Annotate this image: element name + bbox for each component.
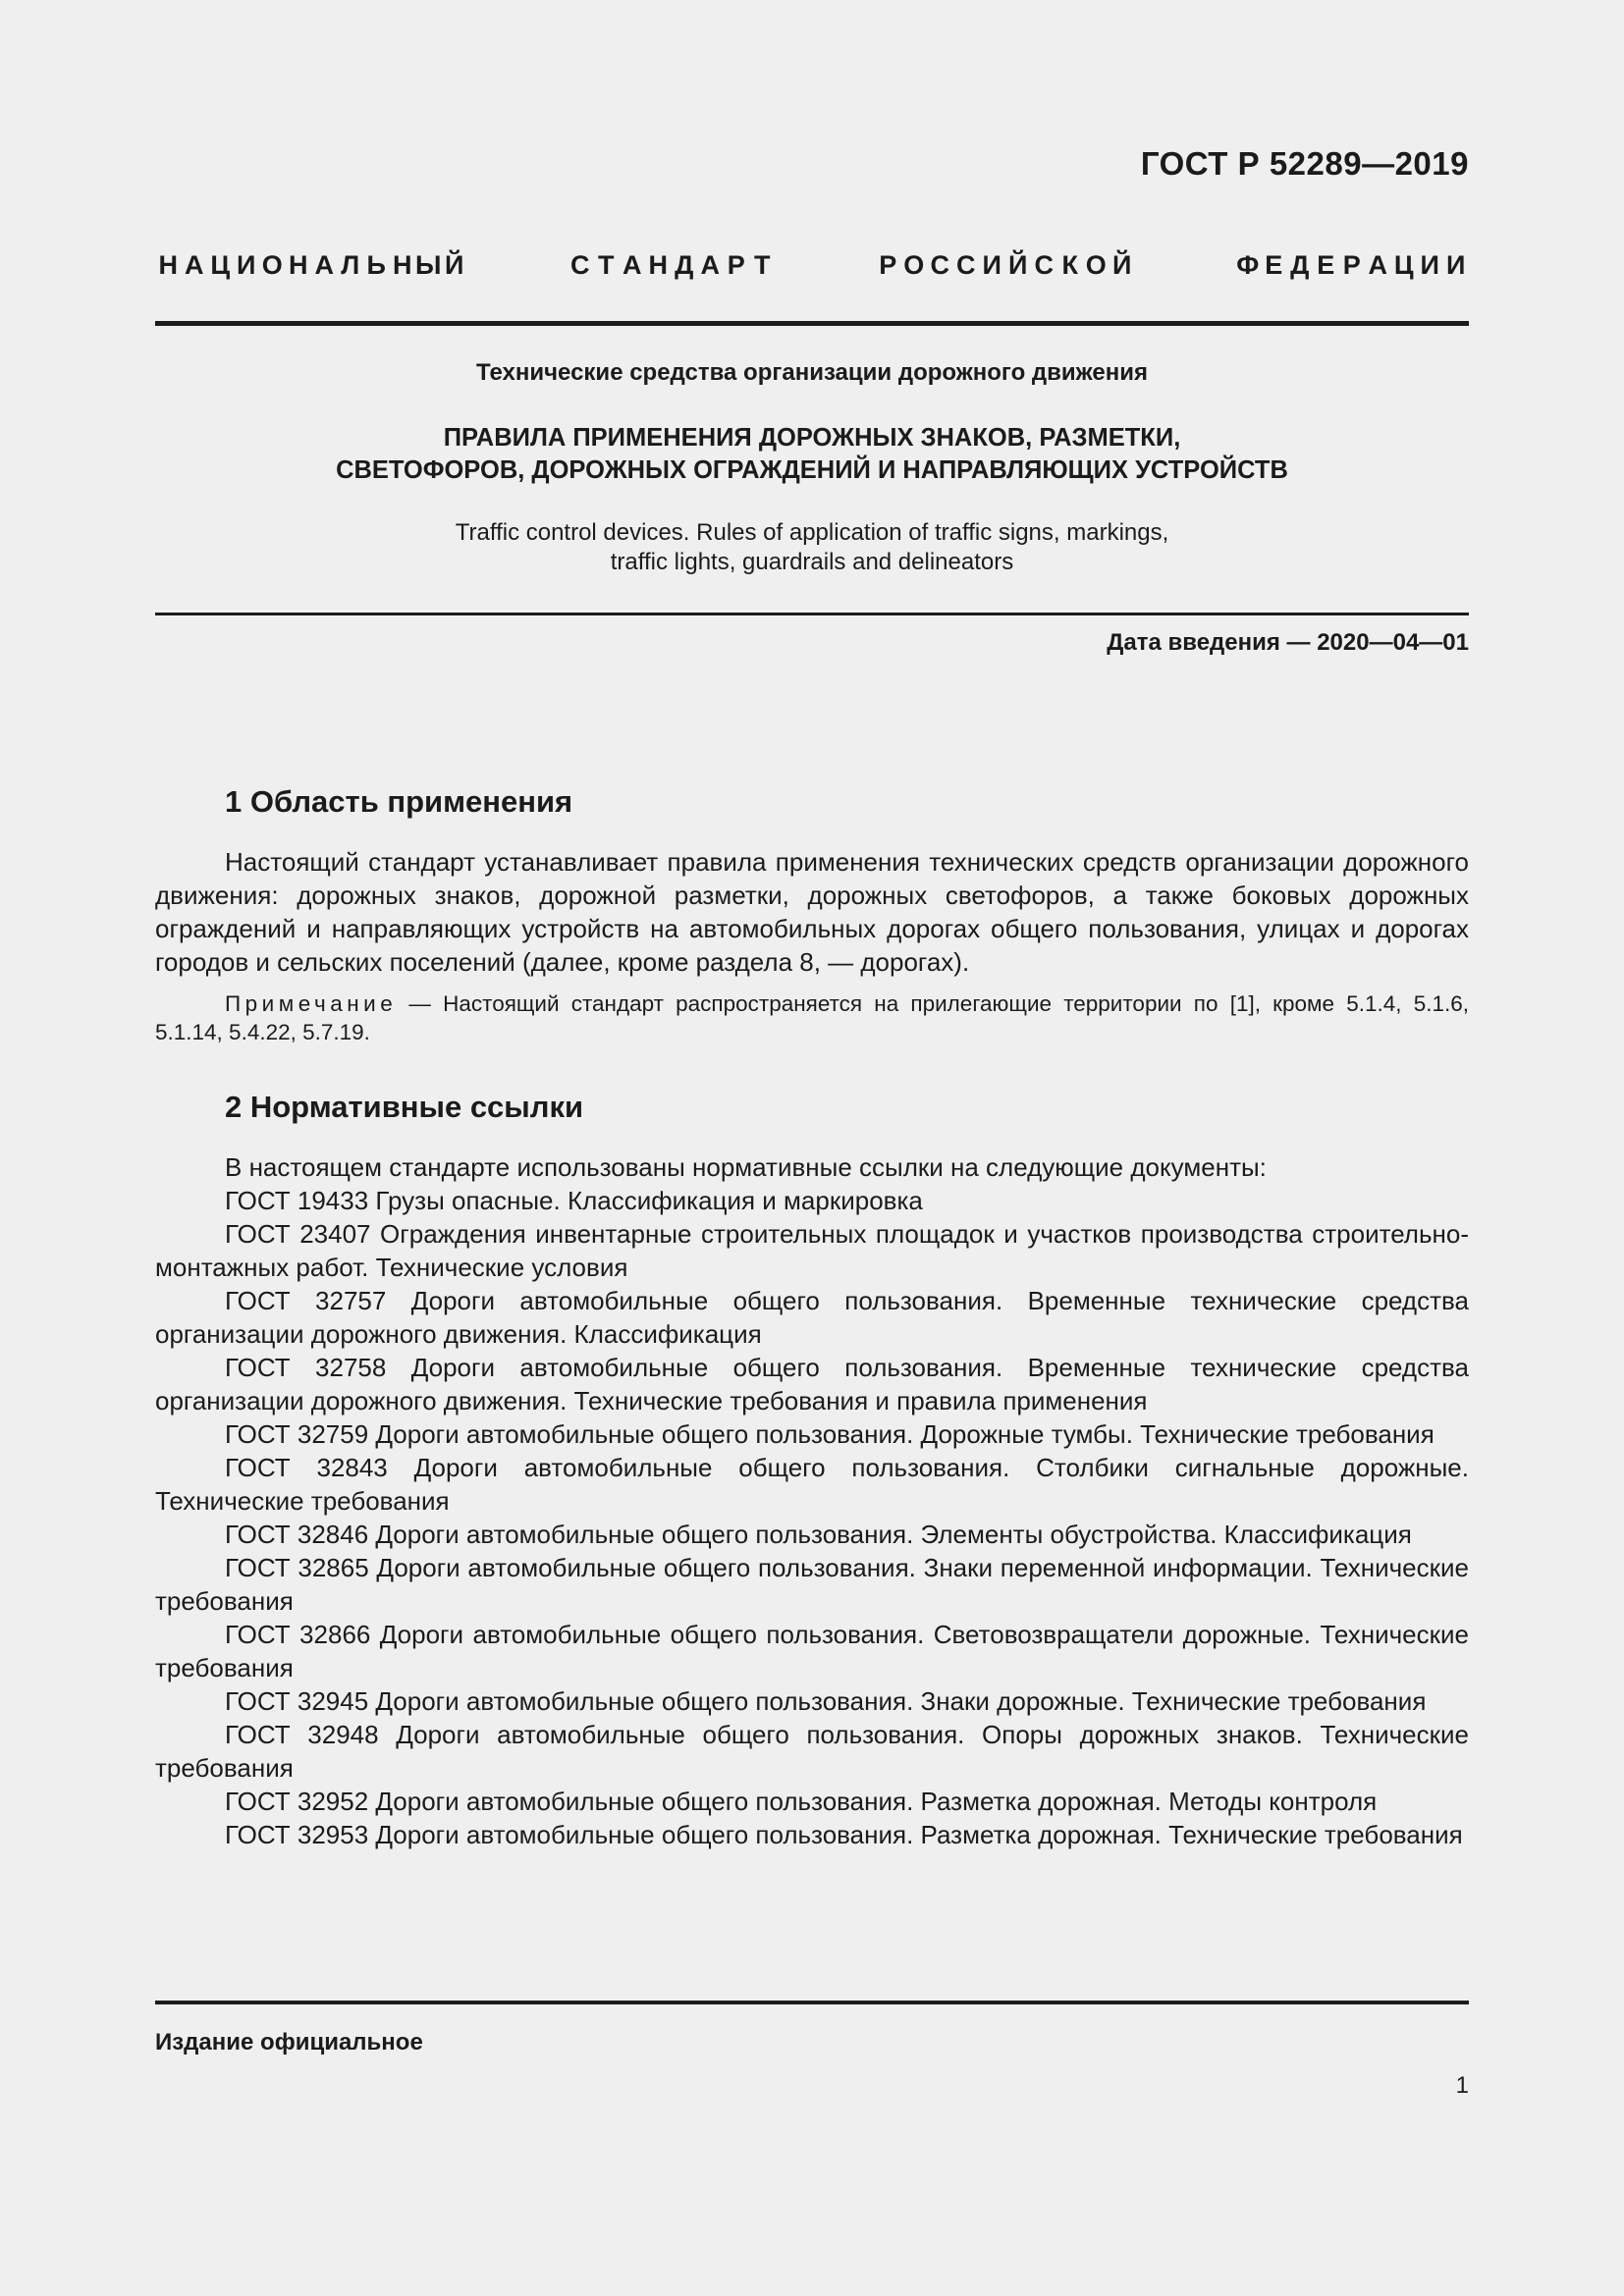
note-label: Примечание — [225, 991, 398, 1016]
document-subtitle: Технические средства организации дорожного движения — [476, 359, 1148, 386]
banner-letter: А — [1368, 250, 1387, 280]
banner-letter: Т — [598, 250, 615, 280]
banner-letter: А — [314, 250, 334, 280]
reference-item: ГОСТ 32945 Дороги автомобильные общего пользования. Знаки дорожные. Технические требования — [225, 1686, 1427, 1716]
national-standard-banner — [155, 250, 1469, 281]
banner-letter: И — [1446, 250, 1466, 280]
english-title-line: traffic lights, guardrails and delineators — [610, 549, 1014, 575]
reference-item: ГОСТ 32846 Дороги автомобильные общего пользования. Элементы обустройства. Классификация — [225, 1520, 1412, 1549]
banner-letter: И — [1420, 250, 1439, 280]
banner-word — [1235, 250, 1470, 281]
banner-letter: Н — [648, 250, 668, 280]
banner-word — [875, 250, 1135, 281]
normative-references — [155, 1150, 1469, 1851]
banner-letter: Ф — [1236, 250, 1260, 280]
section-1-body — [155, 845, 1469, 979]
banner-letter: Р — [879, 250, 897, 280]
banner-letter: Р — [727, 250, 745, 280]
reference-item: ГОСТ 32843 Дороги автомобильные общего пользования. Столбики сигнальные дорожные. Технические требования — [155, 1453, 1469, 1516]
banner-letter: Д — [675, 250, 694, 280]
banner-letter: Д — [1290, 250, 1310, 280]
banner-letter: С — [570, 250, 590, 280]
document-number: ГОСТ Р 52289—2019 — [1140, 145, 1469, 182]
banner-word — [155, 250, 467, 281]
banner-letter: Л — [341, 250, 360, 280]
banner-letter: О — [903, 250, 925, 280]
introduction-date: Дата введения — 2020—04—01 — [1107, 629, 1469, 656]
section-1-paragraph: Настоящий стандарт устанавливает правила применения технических средств организации дорожного движения: дорожных знаков, дорожной разметки, дорожных светофоров, а также боковых дорожных ограждений и направляющих устройств на автомобильных дорогах общего пользования, улицах и дорогах городов и сельских поселений (далее, кроме раздела 8, — дорогах). — [155, 847, 1469, 977]
reference-item: ГОСТ 32759 Дороги автомобильные общего пользования. Дорожные тумбы. Технические требования — [225, 1419, 1435, 1449]
banner-letter: И — [237, 250, 256, 280]
reference-item: ГОСТ 32948 Дороги автомобильные общего пользования. Опоры дорожных знаков. Технические требования — [155, 1720, 1469, 1783]
banner-letter: Р — [1342, 250, 1361, 280]
banner-letter: С — [1034, 250, 1054, 280]
banner-word — [568, 250, 776, 281]
banner-letter: Т — [754, 250, 771, 280]
reference-item: ГОСТ 19433 Грузы опасные. Классификация и маркировка — [225, 1186, 923, 1215]
title-divider — [155, 613, 1469, 615]
banner-letter: К — [1061, 250, 1078, 280]
reference-item: ГОСТ 32865 Дороги автомобильные общего пользования. Знаки переменной информации. Технические требования — [155, 1553, 1469, 1616]
page-number: 1 — [1455, 2072, 1469, 2099]
official-edition-label: Издание официальное — [155, 2029, 423, 2056]
reference-item: ГОСТ 32952 Дороги автомобильные общего пользования. Разметка дорожная. Методы контроля — [225, 1787, 1378, 1816]
banner-letter: Ц — [210, 250, 231, 280]
banner-letter: Е — [1265, 250, 1283, 280]
header-divider — [155, 321, 1469, 326]
banner-letter: А — [623, 250, 642, 280]
section-1-heading: 1 Область применения — [225, 784, 573, 819]
section-2-heading: 2 Нормативные ссылки — [225, 1090, 584, 1124]
reference-item: ГОСТ 32758 Дороги автомобильные общего пользования. Временные технические средства организации дорожного движения. Технические требования и правила применения — [155, 1353, 1469, 1415]
references-intro: В настоящем стандарте использованы нормативные ссылки на следующие документы: — [225, 1152, 1267, 1182]
banner-letter: И — [982, 250, 1001, 280]
banner-letter: Н — [393, 250, 412, 280]
english-title-line: Traffic control devices. Rules of application of traffic signs, markings, — [455, 519, 1169, 546]
note-text: — Настоящий стандарт распространяется на прилегающие территории по [1], кроме 5.1.4, 5.1.6, 5.1.14, 5.4.22, 5.7.19. — [155, 991, 1469, 1044]
footer-divider — [155, 2001, 1469, 2004]
reference-item: ГОСТ 32953 Дороги автомобильные общего пользования. Разметка дорожная. Технические требования — [225, 1820, 1463, 1849]
banner-letter: Н — [289, 250, 308, 280]
reference-item: ГОСТ 32866 Дороги автомобильные общего пользования. Световозвращатели дорожные. Технические требования — [155, 1620, 1469, 1682]
banner-letter: Й — [1112, 250, 1132, 280]
banner-letter: О — [261, 250, 283, 280]
banner-letter: Н — [158, 250, 178, 280]
banner-letter: А — [185, 250, 204, 280]
title-line: ПРАВИЛА ПРИМЕНЕНИЯ ДОРОЖНЫХ ЗНАКОВ, РАЗМЕТКИ, — [443, 424, 1181, 452]
banner-letter: Е — [1317, 250, 1335, 280]
reference-item: ГОСТ 32757 Дороги автомобильные общего пользования. Временные технические средства организации дорожного движения. Классификация — [155, 1286, 1469, 1349]
banner-letter: С — [930, 250, 949, 280]
banner-letter: Й — [1008, 250, 1028, 280]
banner-letter: Ы — [415, 250, 442, 280]
banner-letter: О — [1085, 250, 1107, 280]
reference-item: ГОСТ 23407 Ограждения инвентарные строительных площадок и участков производства строительно-монтажных работ. Технические условия — [155, 1219, 1469, 1282]
banner-letter: С — [956, 250, 976, 280]
banner-letter: А — [700, 250, 720, 280]
title-line: СВЕТОФОРОВ, ДОРОЖНЫХ ОГРАЖДЕНИЙ И НАПРАВЛЯЮЩИХ УСТРОЙСТВ — [336, 456, 1288, 484]
document-title — [155, 422, 1469, 487]
english-title — [155, 518, 1469, 577]
banner-letter: Й — [445, 250, 464, 280]
banner-letter: Ь — [366, 250, 386, 280]
section-1-note — [155, 989, 1469, 1046]
banner-letter: Ц — [1393, 250, 1414, 280]
